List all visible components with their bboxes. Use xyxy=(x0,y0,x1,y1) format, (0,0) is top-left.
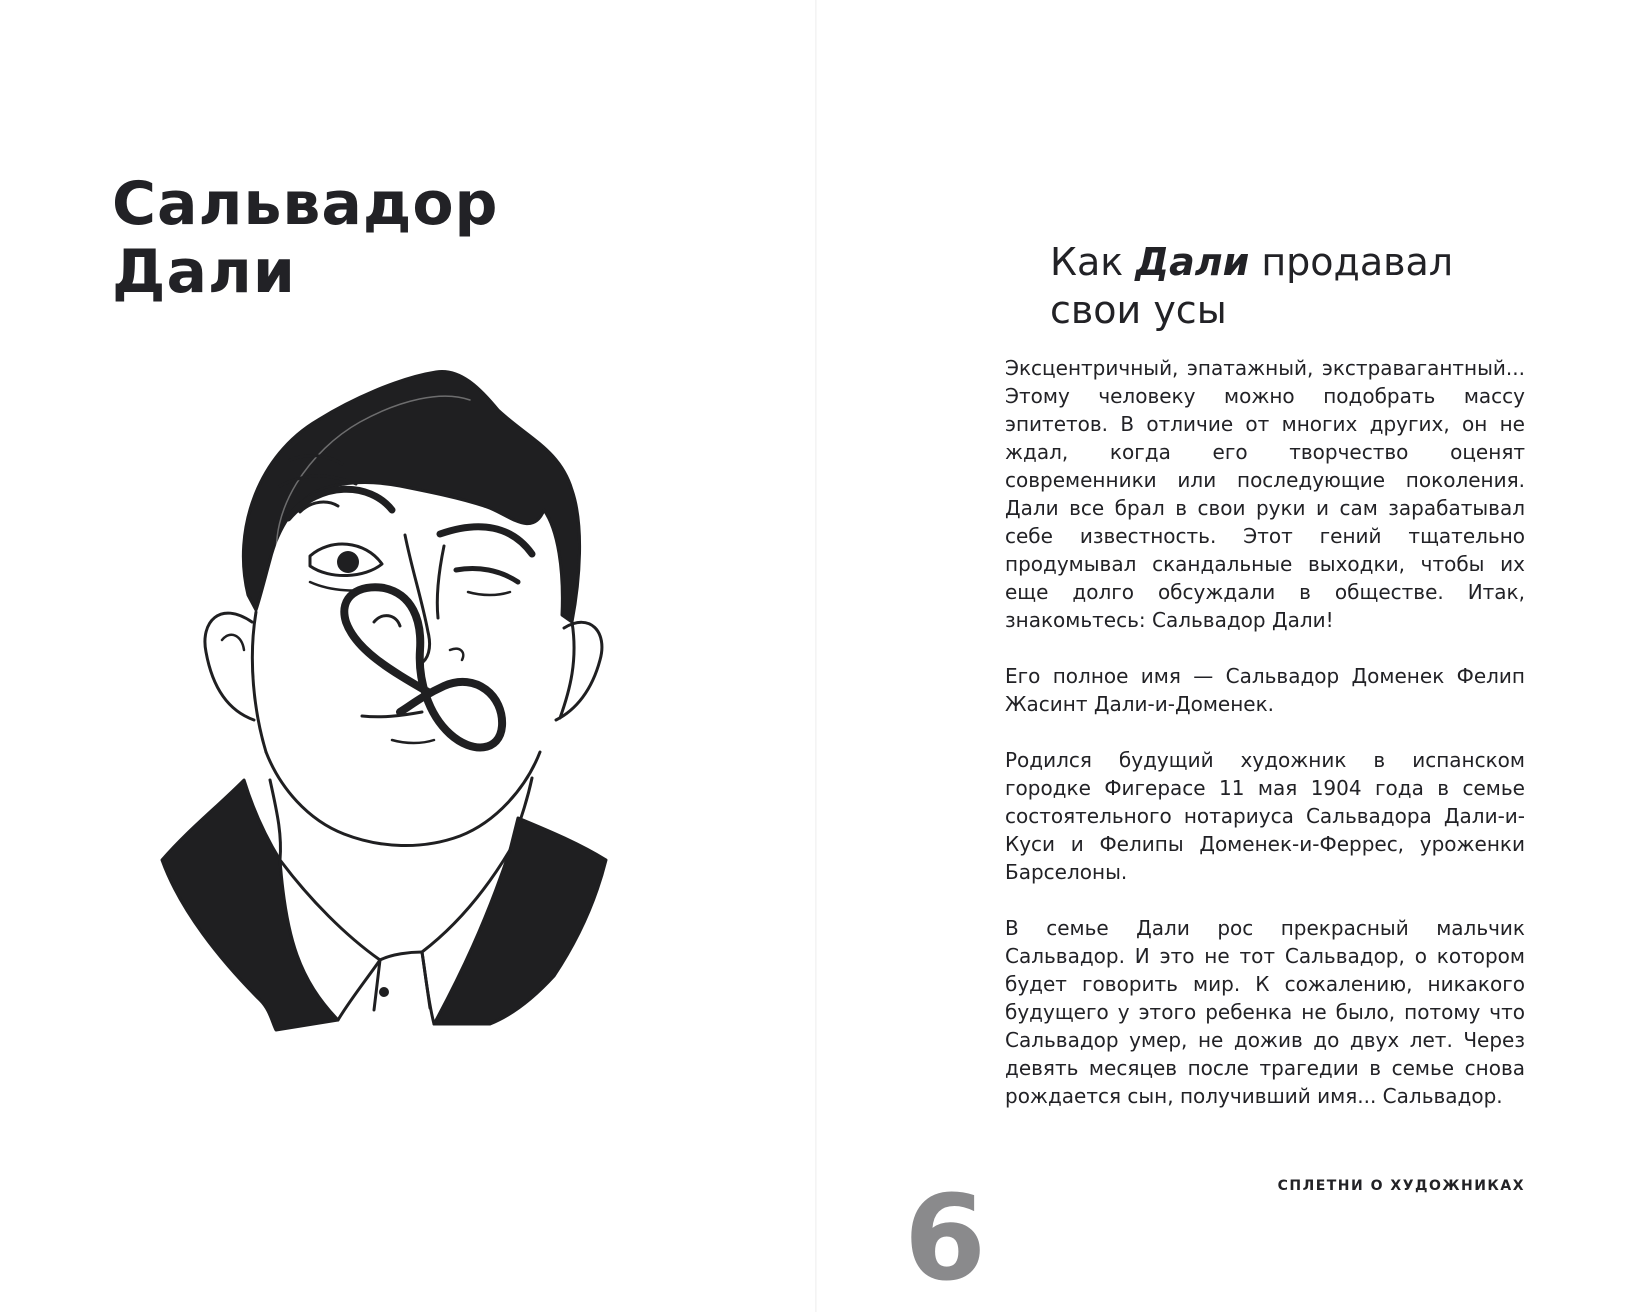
chapter-title-before: Как xyxy=(1050,240,1136,284)
body-paragraph: Эксцентричный, эпатажный, экстравагантный... Этому человеку можно подобрать массу эпитетов. В отличие от многих других, он не ждал, когда его творчество оценят современники или последующие поколения. Дали все брал в свои руки и сам зарабатывал себе известность. Этот гений тщательно продумывал скандальные выходки, чтобы их еще долго обсуждали в обществе. Итак, знакомьтесь: Сальвадор Дали! xyxy=(1005,356,1525,632)
artist-title xyxy=(112,170,499,306)
salvador-dali-portrait-icon xyxy=(160,360,640,1080)
artist-title-line2: Дали xyxy=(112,237,296,307)
hair-shape xyxy=(243,371,579,622)
body-paragraph: Его полное имя — Сальвадор Доменек Фелип Жасинт Дали-и-Доменек. xyxy=(1005,664,1525,716)
body-paragraph: Родился будущий художник в испанском городке Фигерасе 11 мая 1904 года в семье состоятельного нотариуса Сальвадора Дали-и-Куси и Фелипы Доменек-и-Феррес, уроженки Барселоны. xyxy=(1005,748,1525,884)
jacket-left xyxy=(162,780,338,1030)
jacket-right xyxy=(434,818,606,1024)
body-paragraph: В семье Дали рос прекрасный мальчик Сальвадор. И это не тот Сальвадор, о котором будет говорить мир. К сожалению, никакого будущего у этого ребенка не было, потому что Сальвадор умер, не дожив до двух лет. Через девять месяцев после трагедии в семье снова рождается сын, получивший имя... Сальвадор. xyxy=(1005,916,1525,1108)
chapter-title-emphasis: Дали xyxy=(1135,240,1250,284)
chapter-title-after: продавал свои усы xyxy=(1050,240,1454,332)
chapter-title xyxy=(1050,238,1550,334)
left-page xyxy=(0,0,815,1312)
page-number: 6 xyxy=(903,1169,987,1307)
running-footer: СПЛЕТНИ О ХУДОЖНИКАХ xyxy=(1277,1178,1525,1194)
chapter-body xyxy=(1005,354,1525,1138)
artist-title-line1: Сальвадор xyxy=(112,169,499,239)
